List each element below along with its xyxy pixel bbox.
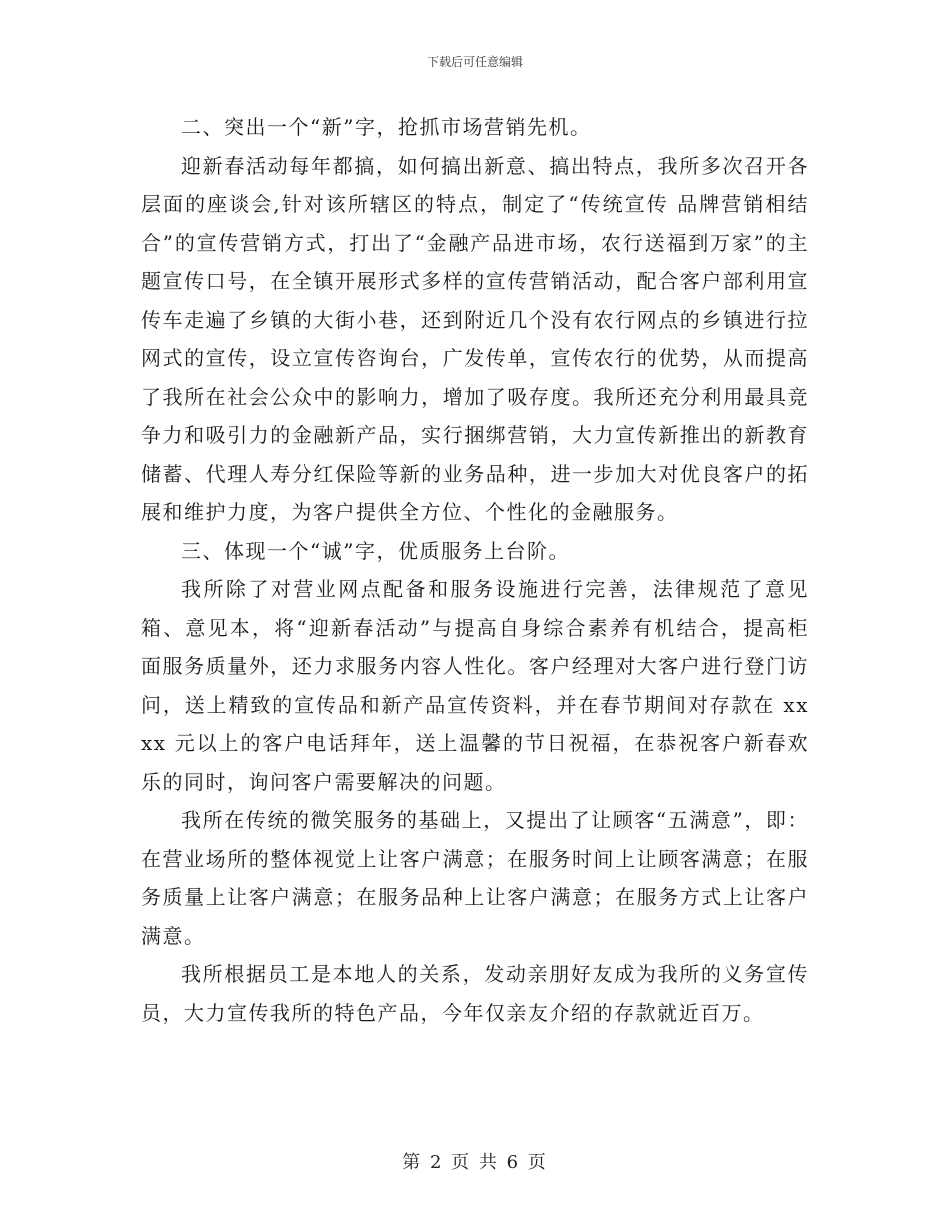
document-body — [141, 108, 809, 1032]
paragraph-staff-promotion: 我所根据员工是本地人的关系，发动亲朋好友成为我所的义务宣传员，大力宣传我所的特色产品，今年仅亲友介绍的存款就近百万。 — [141, 962, 809, 1025]
page-number-footer — [0, 1148, 950, 1174]
section-heading-2: 二、突出一个“新”字，抢抓市场营销先机。 — [181, 115, 592, 139]
section-heading-3: 三、体现一个“诚”字，优质服务上台阶。 — [181, 538, 570, 563]
paragraph-five-satisfaction: 我所在传统的微笑服务的基础上，又提出了让顾客“五满意”，即：在营业场所的整体视觉上让客户满意；在服务时间上让顾客满意；在服务质量上让客户满意；在服务品种上让客户满意；在服务方式上让客户满意。 — [141, 808, 809, 948]
paragraph-marketing: 迎新春活动每年都搞，如何搞出新意、搞出特点，我所多次召开各层面的座谈会,针对该所辖区的特点，制定了“传统宣传 品牌营销相结合”的宣传营销方式，打出了“金融产品进市场，农行送福到万家”的主题宣传口号，在全镇开展形式多样的宣传营销活动，配合客户部利用宣传车走遍了乡镇的大街小巷，还到附近几个没有农行网点的乡镇进行拉网式的宣传，设立宣传咨询台，广发传单，宣传农行的优势，从而提高了我所在社会公众中的影响力，增加了吸存度。我所还充分利用最具竞争力和吸引力的金融新产品，实行捆绑营销，大力宣传新推出的新教育储蓄、代理人寿分红保险等新的业务品种，进一步加大对优良客户的拓展和维护力度，为客户提供全方位、个性化的金融服务。 — [141, 153, 809, 524]
header-note: 下载后可任意编辑 — [426, 55, 523, 69]
paragraph-service: 我所除了对营业网点配备和服务设施进行完善，法律规范了意见箱、意见本，将“迎新春活动”与提高自身综合素养有机结合，提高柜面服务质量外，还力求服务内容人性化。客户经理对大客户进行登门访问，送上精致的宣传品和新产品宣传资料，并在春节期间对存款在 xxxx 元以上的客户电话拜年，送上温馨的节日祝福，在恭祝客户新春欢乐的同时，询问客户需要解决的问题。 — [141, 577, 809, 794]
page-number-label: 第 2 页 共 6 页 — [402, 1152, 548, 1173]
